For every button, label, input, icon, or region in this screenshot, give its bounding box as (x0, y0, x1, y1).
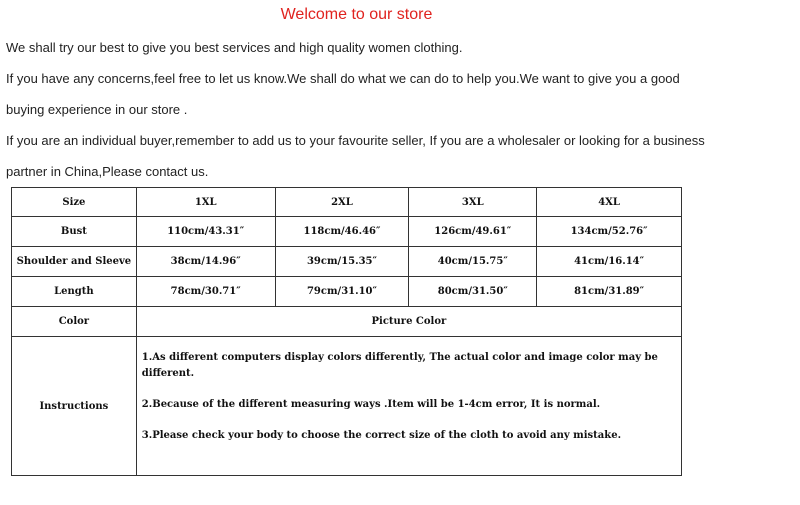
table-row-instructions (12, 337, 682, 476)
intro-line-4: If you are an individual buyer,remember to add us to your favourite seller, If you are a wholesaler or looking for a business (6, 133, 705, 148)
table-row-bust (12, 217, 682, 247)
intro-line-5: partner in China,Please contact us. (6, 164, 209, 179)
header-3xl: 3XL (409, 188, 537, 217)
table-cell: 134cm/52.76″ (537, 217, 682, 247)
header-4xl: 4XL (537, 188, 682, 217)
instruction-item-3: 3.Please check your body to choose the correct size of the cloth to avoid any mistake. (141, 430, 622, 441)
intro-line-3: buying experience in our store . (6, 102, 188, 117)
row-label: Bust (12, 217, 137, 247)
row-label: Instructions (12, 337, 137, 476)
table-cell: 40cm/15.75″ (409, 247, 537, 277)
table-cell: 81cm/31.89″ (537, 277, 682, 307)
page-title: Welcome to our store (280, 6, 433, 23)
table-cell: 39cm/15.35″ (275, 247, 409, 277)
row-label: Shoulder and Sleeve (12, 247, 137, 277)
size-chart-table (11, 187, 682, 476)
table-row-shoulder-sleeve (12, 247, 682, 277)
instruction-item-2: 2.Because of the different measuring ways .Item will be 1-4cm error, It is normal. (141, 399, 601, 410)
table-cell: 38cm/14.96″ (136, 247, 275, 277)
table-cell: 79cm/31.10″ (275, 277, 409, 307)
row-label: Length (12, 277, 137, 307)
table-header-row (12, 188, 682, 217)
header-2xl: 2XL (275, 188, 409, 217)
color-value: Picture Color (136, 307, 681, 337)
row-label: Color (12, 307, 137, 337)
table-cell: 126cm/49.61″ (409, 217, 537, 247)
table-cell: 110cm/43.31″ (136, 217, 275, 247)
instruction-item-1: 1.As different computers display colors differently, The actual color and image color may be different. (141, 352, 658, 379)
instructions-cell (136, 337, 681, 476)
table-row-color (12, 307, 682, 337)
header-1xl: 1XL (136, 188, 275, 217)
intro-line-1: We shall try our best to give you best services and high quality women clothing. (6, 40, 463, 55)
table-row-length (12, 277, 682, 307)
table-cell: 80cm/31.50″ (409, 277, 537, 307)
table-cell: 41cm/16.14″ (537, 247, 682, 277)
table-cell: 118cm/46.46″ (275, 217, 409, 247)
table-cell: 78cm/30.71″ (136, 277, 275, 307)
intro-line-2: If you have any concerns,feel free to let us know.We shall do what we can do to help you.We want to give you a good (6, 71, 680, 86)
header-size: Size (12, 188, 137, 217)
